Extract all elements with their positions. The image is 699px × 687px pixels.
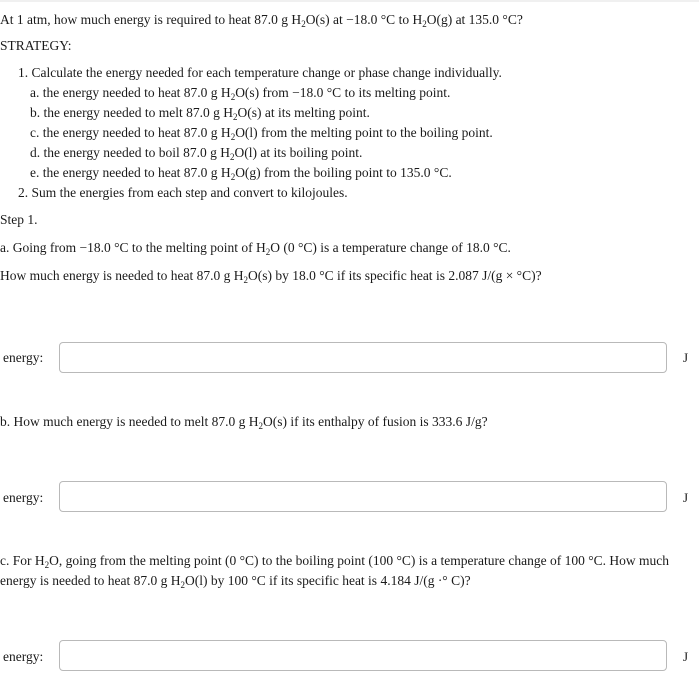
energy-input-a[interactable] — [59, 342, 667, 373]
strategy-item-e: e. the energy needed to heat 87.0 g $H_2O(g)$ from the boiling point to 135.0 °C. — [30, 165, 452, 182]
step1c-question-line1: c. For $H_2O$, going from the melting point (0 °C) to the boiling point (100 °C) is a temperature change of 100 °C. How much — [0, 553, 669, 570]
strategy-item-2: 2. Sum the energies from each step and convert to kilojoules. — [18, 185, 348, 200]
unit-label-a: J — [683, 350, 689, 365]
strategy-item-1: 1. Calculate the energy needed for each temperature change or phase change individually. — [18, 65, 502, 80]
energy-label-a: energy: — [3, 350, 44, 365]
unit-label-b: J — [683, 490, 689, 505]
step1a-question: How much energy is needed to heat 87.0 g $H_2O(s)$ by 18.0 °C if its specific heat is 2.087 J/(g × °C)? — [0, 268, 542, 285]
energy-label-c: energy: — [3, 649, 44, 664]
step1b-question: b. How much energy is needed to melt 87.0 g $H_2O(s)$ if its enthalpy of fusion is 333.6 J/g? — [0, 414, 488, 431]
step1c-question-line2: energy is needed to heat 87.0 g $H_2O(l)$ by 100 °C if its specific heat is 4.184 J/(g ·° C)? — [0, 573, 471, 590]
strategy-heading: STRATEGY: — [0, 38, 72, 53]
step1-heading: Step 1. — [0, 212, 38, 227]
strategy-item-a: a. the energy needed to heat 87.0 g $H_2O(s)$ from −18.0 °C to its melting point. — [30, 85, 451, 102]
question-text: At 1 atm, how much energy is required to heat 87.0 g $H_2O(s)$ at −18.0 °C to $H_2O(g)$ at 135.0 °C? — [0, 12, 523, 29]
strategy-item-c: c. the energy needed to heat 87.0 g $H_2O(l)$ from the melting point to the boiling point. — [30, 125, 493, 142]
step1a-intro: a. Going from −18.0 °C to the melting point of $H_2O$ (0 °C) is a temperature change of 18.0 °C. — [0, 240, 511, 257]
strategy-item-d: d. the energy needed to boil 87.0 g $H_2O(l)$ at its boiling point. — [30, 145, 363, 162]
energy-label-b: energy: — [3, 490, 44, 505]
unit-label-c: J — [683, 649, 689, 664]
strategy-item-b: b. the energy needed to melt 87.0 g $H_2O(s)$ at its melting point. — [30, 105, 370, 122]
energy-input-b[interactable] — [59, 481, 667, 512]
top-divider — [0, 0, 699, 2]
energy-input-c[interactable] — [59, 640, 667, 671]
